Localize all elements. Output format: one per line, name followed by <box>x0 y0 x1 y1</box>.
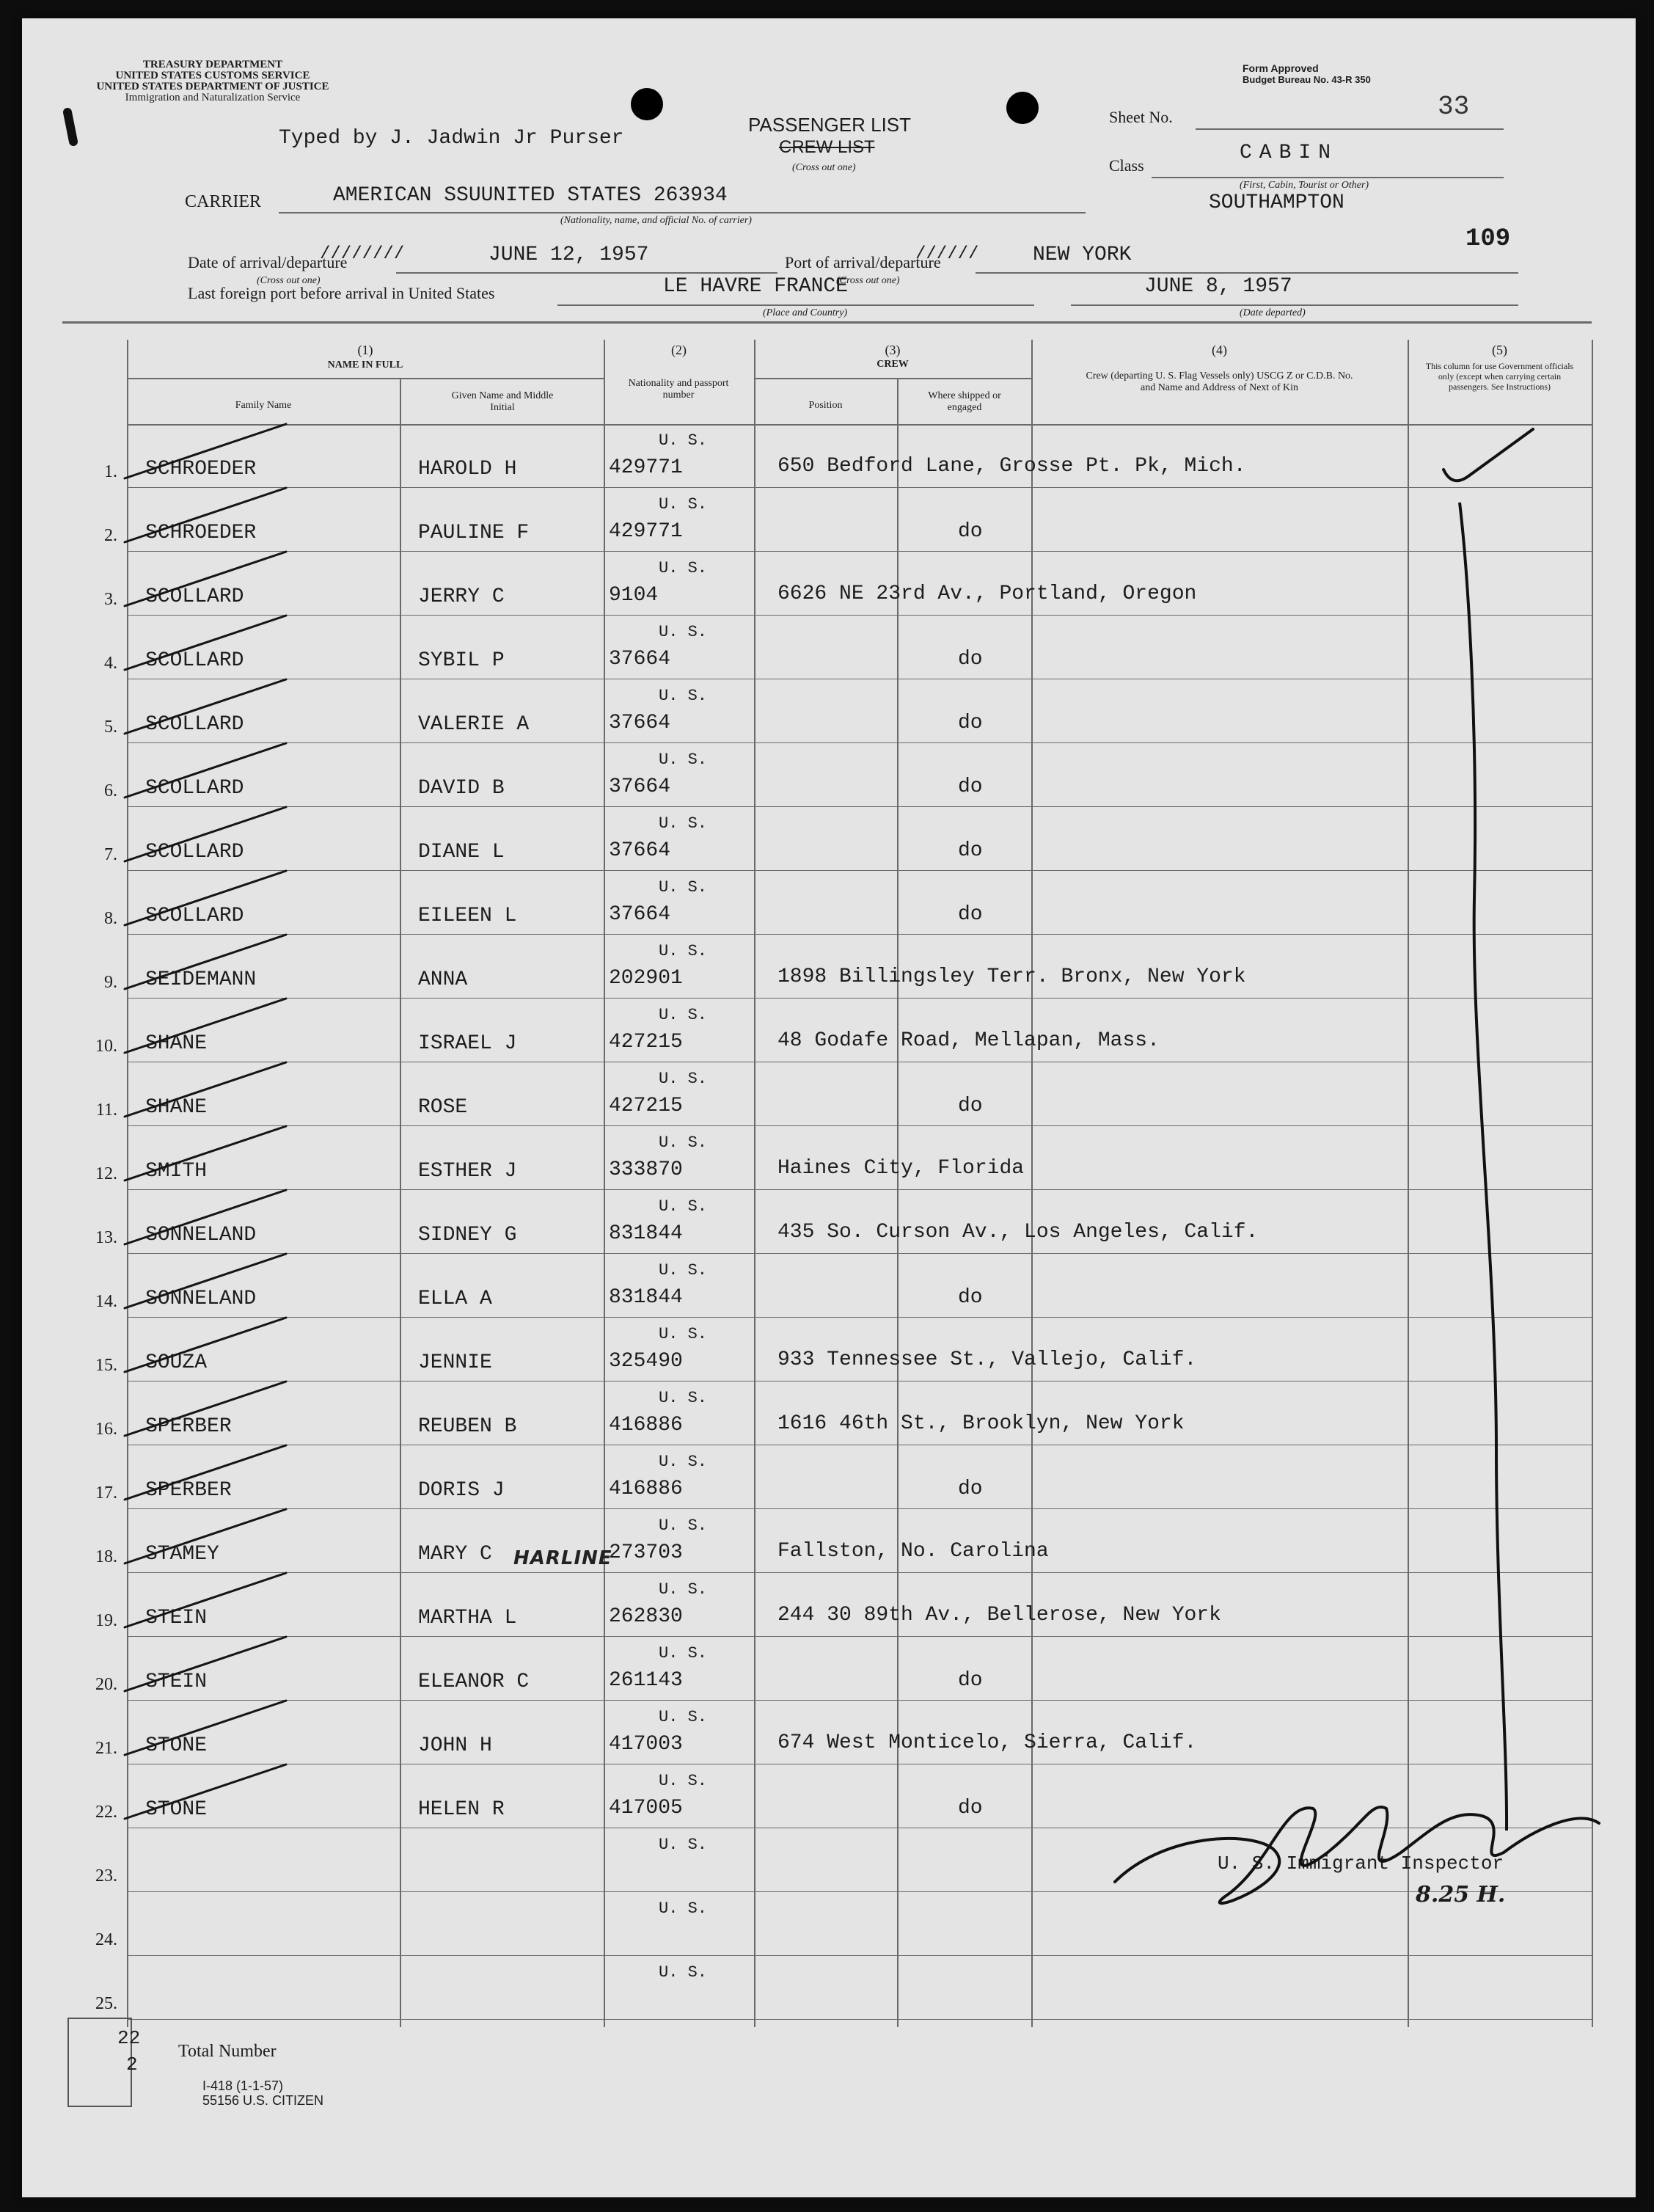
passport-number: 37664 <box>609 775 671 798</box>
family-name: STONE <box>145 1734 208 1757</box>
col2-number: (2) <box>671 343 687 357</box>
form-approved: Form Approved <box>1243 62 1319 74</box>
citizen-line: 55156 U.S. CITIZEN <box>202 2093 324 2108</box>
row-number: 6. <box>104 781 117 800</box>
tick-mark <box>125 743 286 797</box>
nationality: U. S. <box>659 1963 708 1982</box>
nationality: U. S. <box>659 1389 708 1407</box>
tick-mark <box>125 1701 286 1755</box>
total-value-bottom: 2 <box>126 2054 138 2076</box>
tick-marks <box>125 424 286 1819</box>
row-number: 5. <box>104 718 117 737</box>
row-number: 2. <box>104 526 117 545</box>
inspector-signature <box>1115 1807 1599 1903</box>
row-number: 10. <box>95 1037 117 1056</box>
southampton: SOUTHAMPTON <box>1209 191 1344 214</box>
family-name: STEIN <box>145 1607 208 1629</box>
passport-number: 262830 <box>609 1605 683 1628</box>
nationality: U. S. <box>659 1070 708 1088</box>
nationality: U. S. <box>659 1644 708 1662</box>
family-name: SPERBER <box>145 1415 232 1438</box>
family-name: SCOLLARD <box>145 777 244 800</box>
passport-number: 273703 <box>609 1541 683 1564</box>
row-number: 1. <box>104 462 117 481</box>
passport-number: 202901 <box>609 967 683 990</box>
address: do <box>958 712 983 734</box>
given-name: ELEANOR C <box>418 1671 530 1693</box>
nationality: U. S. <box>659 1772 708 1790</box>
given-name: MARTHA L <box>418 1607 517 1629</box>
passport-number: 429771 <box>609 456 683 479</box>
passport-number: 417005 <box>609 1797 683 1819</box>
date-label: Date of arrival/departure <box>188 253 348 271</box>
passport-number: 333870 <box>609 1158 683 1181</box>
total-number-label: Total Number <box>178 2042 277 2061</box>
nationality: U. S. <box>659 1325 708 1343</box>
budget-bureau: Budget Bureau No. 43-R 350 <box>1243 74 1371 85</box>
class-label: Class <box>1109 156 1144 175</box>
row-number: 3. <box>104 590 117 609</box>
row-number: 14. <box>95 1292 117 1311</box>
col-given-name: Given Name and Middle Initial <box>451 390 554 414</box>
sheet-label: Sheet No. <box>1109 108 1173 126</box>
inspector-title: U. S. Immigrant Inspector <box>1218 1853 1504 1875</box>
col2-title: Nationality and passport number <box>628 378 729 401</box>
tick-mark <box>125 1381 286 1436</box>
given-name: JERRY C <box>418 585 505 608</box>
row-number: 13. <box>95 1228 117 1247</box>
family-name: SCOLLARD <box>145 585 244 608</box>
row-number: 17. <box>95 1483 117 1503</box>
passport-number: 261143 <box>609 1669 683 1692</box>
nationality: U. S. <box>659 1580 708 1599</box>
row-number: 8. <box>104 909 117 928</box>
passport-number: 417003 <box>609 1733 683 1756</box>
inspector-date: 8.25 H. <box>1416 1882 1506 1908</box>
tick-mark <box>125 1062 286 1117</box>
given-name: HAROLD H <box>418 458 517 481</box>
tick-mark <box>125 1509 286 1563</box>
passport-number: 325490 <box>609 1350 683 1373</box>
row-number: 25. <box>95 1994 117 2013</box>
col-family-name: Family Name <box>235 400 292 411</box>
row-number: 7. <box>104 845 117 864</box>
tick-mark <box>125 488 286 542</box>
place-hint: (Place and Country) <box>763 307 848 318</box>
port-hint: (Cross out one) <box>836 275 900 286</box>
given-name: DAVID B <box>418 777 505 800</box>
nationality: U. S. <box>659 814 708 833</box>
passport-number: 37664 <box>609 712 671 734</box>
given-name: JENNIE <box>418 1351 492 1374</box>
port-label: Port of arrival/departure <box>785 253 941 271</box>
address: do <box>958 839 983 862</box>
crew-list-struck: CREW LIST <box>779 137 875 157</box>
col-position: Position <box>808 400 843 411</box>
given-name: VALERIE A <box>418 713 530 736</box>
given-name: HELEN R <box>418 1798 505 1821</box>
date-value: JUNE 12, 1957 <box>488 244 649 266</box>
address: 1616 46th St., Brooklyn, New York <box>777 1412 1185 1435</box>
family-name: STONE <box>145 1798 208 1821</box>
tick-mark <box>125 871 286 925</box>
class-value: CABIN <box>1240 142 1339 164</box>
nationality: U. S. <box>659 1516 708 1535</box>
given-name: ELLA A <box>418 1288 492 1310</box>
passport-number: 427215 <box>609 1031 683 1054</box>
form-title: PASSENGER LIST <box>748 114 912 136</box>
checkmark-mark <box>1443 429 1533 481</box>
tick-mark <box>125 552 286 606</box>
given-name: SIDNEY G <box>418 1224 517 1246</box>
col3-title: CREW <box>877 359 909 370</box>
address: 244 30 89th Av., Bellerose, New York <box>777 1604 1221 1627</box>
nationality: U. S. <box>659 559 708 577</box>
family-name: SCHROEDER <box>145 522 257 544</box>
address: 48 Godafe Road, Mellapan, Mass. <box>777 1029 1160 1052</box>
form-number: I-418 (1-1-57) <box>202 2078 284 2093</box>
address: do <box>958 1095 983 1117</box>
nationality: U. S. <box>659 1197 708 1216</box>
address: 435 So. Curson Av., Los Angeles, Calif. <box>777 1221 1259 1244</box>
passport-number: 416886 <box>609 1414 683 1437</box>
given-name: ANNA <box>418 968 468 991</box>
date-hint: (Cross out one) <box>257 275 321 286</box>
row-number: 4. <box>104 654 117 673</box>
nationality: U. S. <box>659 1006 708 1024</box>
sheet-number: 33 <box>1438 92 1470 122</box>
address: Fallston, No. Carolina <box>777 1540 1049 1563</box>
tick-mark <box>125 1637 286 1691</box>
passport-number: 9104 <box>609 584 659 607</box>
address: 1898 Billingsley Terr. Bronx, New York <box>777 966 1246 988</box>
given-name: DORIS J <box>418 1479 505 1502</box>
family-name: SCOLLARD <box>145 649 244 672</box>
family-name: SPERBER <box>145 1479 232 1502</box>
family-name: SHANE <box>145 1032 208 1055</box>
tick-mark <box>125 1573 286 1627</box>
address: 933 Tennessee St., Vallejo, Calif. <box>777 1348 1197 1371</box>
col-where-shipped: Where shipped or engaged <box>928 390 1001 414</box>
tick-mark <box>125 616 286 670</box>
agency-line-3: UNITED STATES DEPARTMENT OF JUSTICE <box>96 81 329 92</box>
col4-number: (4) <box>1212 343 1227 357</box>
tick-mark <box>125 424 286 478</box>
given-name: DIANE L <box>418 841 505 864</box>
carrier-hint: (Nationality, name, and official No. of carrier) <box>560 215 752 226</box>
col5-number: (5) <box>1492 343 1507 357</box>
passport-number: 37664 <box>609 648 671 671</box>
passport-number: 37664 <box>609 839 671 862</box>
address: do <box>958 1669 983 1692</box>
carrier-value: AMERICAN SSUUNITED STATES 263934 <box>333 184 728 207</box>
last-port-label: Last foreign port before arrival in United States <box>188 284 495 302</box>
passport-number: 429771 <box>609 520 683 543</box>
nationality: U. S. <box>659 431 708 450</box>
row-number: 19. <box>95 1611 117 1630</box>
tick-mark <box>125 807 286 861</box>
col1-number: (1) <box>357 343 373 357</box>
passenger-list-sheet <box>22 18 1636 2197</box>
row-number: 18. <box>95 1547 117 1566</box>
address: 650 Bedford Lane, Grosse Pt. Pk, Mich. <box>777 455 1246 478</box>
given-name: EILEEN L <box>418 905 517 927</box>
handwriting-overlay <box>22 18 1636 2197</box>
tick-mark <box>125 1190 286 1244</box>
nationality: U. S. <box>659 1261 708 1280</box>
tick-mark <box>125 935 286 989</box>
family-name: SCOLLARD <box>145 713 244 736</box>
family-name: SCOLLARD <box>145 905 244 927</box>
cross-out-hint: (Cross out one) <box>792 162 856 173</box>
address: 6626 NE 23rd Av., Portland, Oregon <box>777 583 1197 605</box>
given-name: REUBEN B <box>418 1415 517 1438</box>
class-hint: (First, Cabin, Tourist or Other) <box>1240 180 1369 191</box>
nationality: U. S. <box>659 687 708 705</box>
address: do <box>958 1286 983 1309</box>
tick-mark <box>125 1764 286 1819</box>
row-number: 23. <box>95 1866 117 1886</box>
passport-number: 831844 <box>609 1222 683 1245</box>
family-name: STAMEY <box>145 1543 219 1566</box>
nationality: U. S. <box>659 1453 708 1471</box>
given-name: SYBIL P <box>418 649 505 672</box>
nationality: U. S. <box>659 1899 708 1918</box>
date-departed-value: JUNE 8, 1957 <box>1144 275 1292 298</box>
nationality: U. S. <box>659 1134 708 1152</box>
given-name: ROSE <box>418 1096 468 1119</box>
row-number: 21. <box>95 1739 117 1758</box>
family-name: SHANE <box>145 1096 208 1119</box>
agency-line-4: Immigration and Naturalization Service <box>125 92 301 103</box>
row-number: 9. <box>104 973 117 992</box>
nationality: U. S. <box>659 1708 708 1726</box>
col4-title: Crew (departing U. S. Flag Vessels only) USCG Z or C.D.B. No. and Name and Address of Next of Kin <box>1086 371 1353 394</box>
nationality: U. S. <box>659 495 708 514</box>
given-name: ESTHER J <box>418 1160 517 1183</box>
agency-line-2: UNITED STATES CUSTOMS SERVICE <box>115 70 310 81</box>
nationality: U. S. <box>659 623 708 641</box>
family-name: SCOLLARD <box>145 841 244 864</box>
family-name: SMITH <box>145 1160 208 1183</box>
row-number: 24. <box>95 1930 117 1949</box>
page-number: 109 <box>1465 225 1511 253</box>
agency-line-1: TREASURY DEPARTMENT <box>142 59 283 70</box>
address: do <box>958 1797 983 1819</box>
family-name: SCHROEDER <box>145 458 257 481</box>
tick-mark <box>125 1318 286 1372</box>
address: do <box>958 1478 983 1500</box>
tick-mark <box>125 1445 286 1500</box>
row-number: 16. <box>95 1420 117 1439</box>
address: do <box>958 775 983 798</box>
row-number: 12. <box>95 1164 117 1183</box>
address: do <box>958 520 983 543</box>
tick-mark <box>125 1126 286 1180</box>
vertical-bracket-line <box>1460 503 1507 1830</box>
address: Haines City, Florida <box>777 1157 1025 1180</box>
nationality: U. S. <box>659 1836 708 1854</box>
date-departed-hint: (Date departed) <box>1240 307 1306 318</box>
typed-by: Typed by J. Jadwin Jr Purser <box>279 127 624 150</box>
port-strike: ////// <box>915 244 979 264</box>
family-name: SEIDEMANN <box>145 968 257 991</box>
carrier-label: CARRIER <box>185 192 262 211</box>
family-name: STEIN <box>145 1671 208 1693</box>
date-strike: //////// <box>320 244 405 264</box>
harline-handwritten: HARLINE <box>513 1547 612 1569</box>
given-name: PAULINE F <box>418 522 530 544</box>
address: do <box>958 903 983 926</box>
col5-title: This column for use Government officials only (except when carrying certain passengers. See Instructions) <box>1425 361 1574 392</box>
address: 674 West Monticelo, Sierra, Calif. <box>777 1731 1197 1754</box>
passport-number: 37664 <box>609 903 671 926</box>
row-number: 11. <box>95 1100 117 1120</box>
port-value: NEW YORK <box>1033 244 1132 266</box>
address: do <box>958 648 983 671</box>
total-value-top: 22 <box>117 2027 141 2049</box>
row-number: 22. <box>95 1803 117 1822</box>
col1-title: NAME IN FULL <box>327 359 403 371</box>
row-number: 15. <box>95 1356 117 1375</box>
row-number: 20. <box>95 1675 117 1694</box>
tick-mark <box>125 1254 286 1308</box>
given-name: ISRAEL J <box>418 1032 517 1055</box>
passport-number: 416886 <box>609 1478 683 1500</box>
nationality: U. S. <box>659 878 708 897</box>
tick-mark <box>125 999 286 1053</box>
passport-number: 831844 <box>609 1286 683 1309</box>
family-name: SONNELAND <box>145 1288 257 1310</box>
given-name: JOHN H <box>418 1734 492 1757</box>
col3-number: (3) <box>885 343 901 357</box>
family-name: SOUZA <box>145 1351 208 1374</box>
nationality: U. S. <box>659 942 708 960</box>
family-name: SONNELAND <box>145 1224 257 1246</box>
given-name: MARY C <box>418 1543 492 1566</box>
tick-mark <box>125 679 286 734</box>
nationality: U. S. <box>659 751 708 769</box>
passport-number: 427215 <box>609 1095 683 1117</box>
last-port-value: LE HAVRE FRANCE <box>663 275 849 298</box>
